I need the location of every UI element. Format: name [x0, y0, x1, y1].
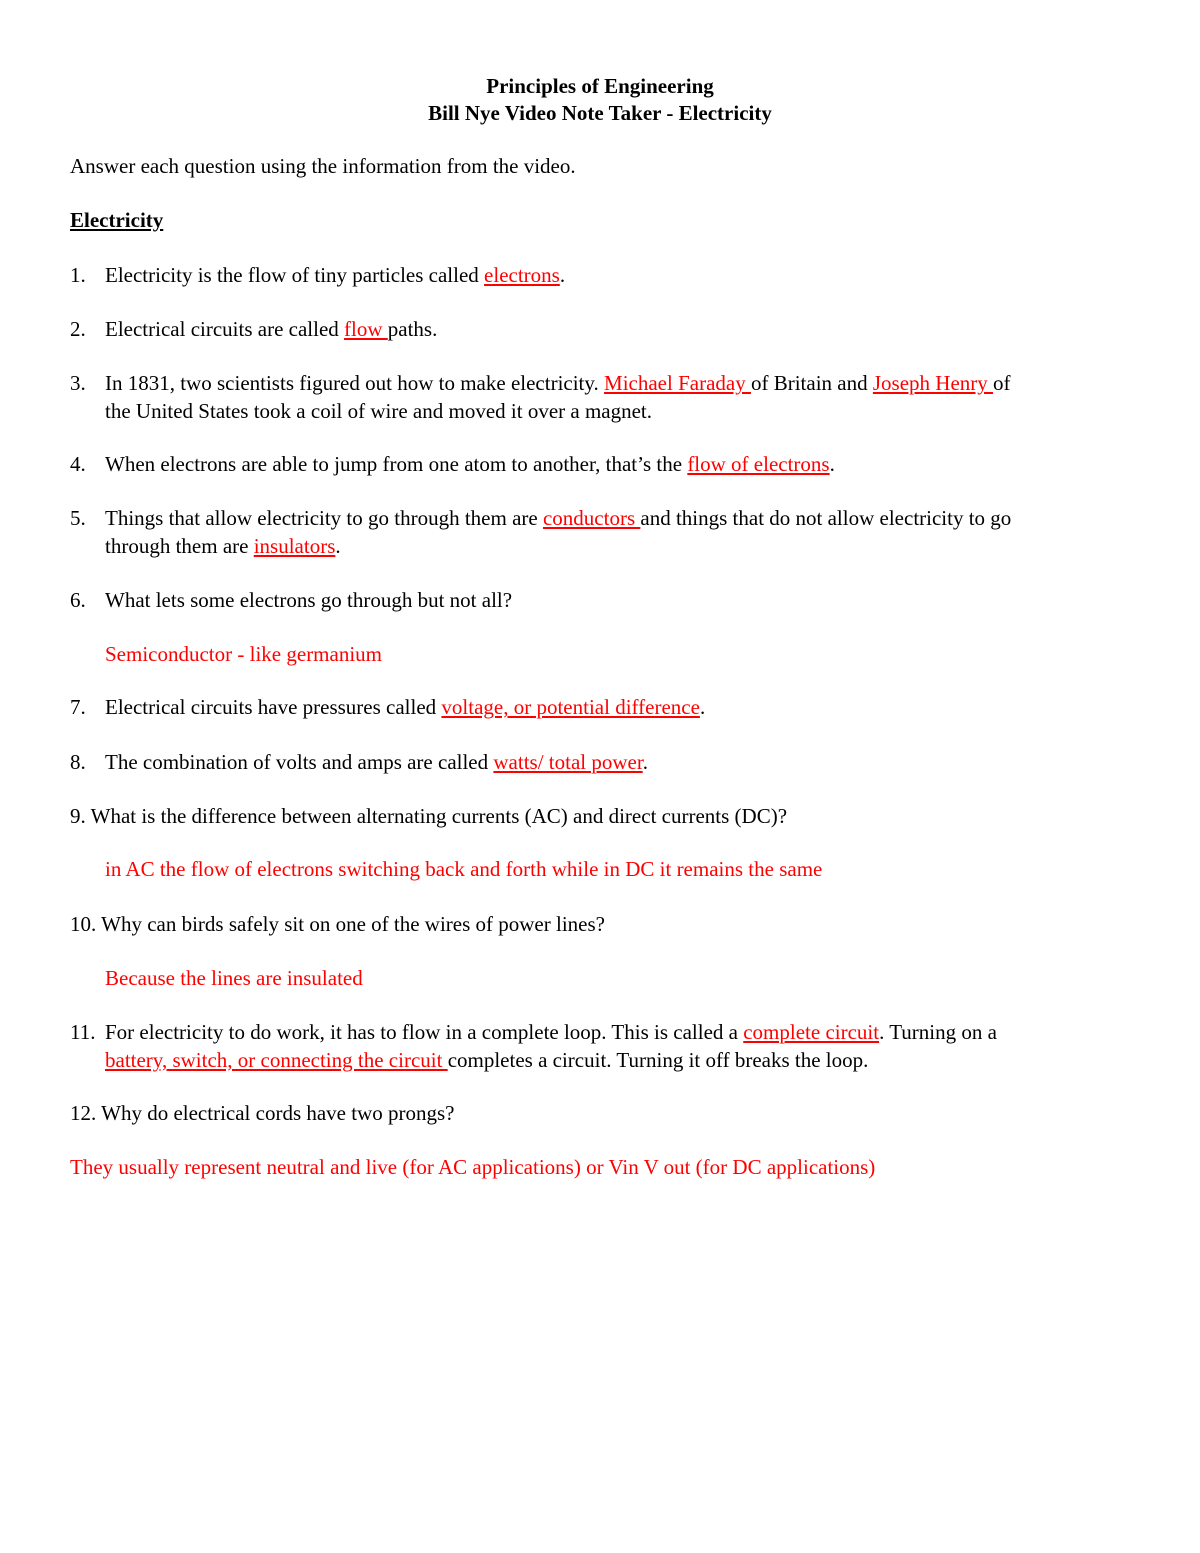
- answer-fill-2: insulators: [253, 534, 336, 558]
- question-text-end: paths.: [387, 317, 438, 341]
- question-number: 6.: [70, 588, 86, 612]
- question-text-mid: . Turning on a: [879, 1020, 997, 1044]
- answer-fill: flow: [344, 317, 388, 341]
- section-heading: Electricity: [70, 208, 164, 232]
- answer-9: in AC the flow of electrons switching back and forth while in DC it remains the same: [105, 857, 823, 881]
- question-text-end: .: [559, 263, 566, 287]
- answer-fill: flow of electrons: [687, 452, 830, 476]
- question-text: When electrons are able to jump from one atom to another, that’s the: [105, 452, 688, 476]
- question-text-mid: and things that do not allow electricity to go: [640, 506, 1012, 530]
- answer-fill-1: Michael Faraday: [604, 371, 751, 395]
- question-number: 4.: [70, 452, 86, 476]
- answer-fill: electrons: [484, 263, 560, 287]
- question-text-end: .: [829, 452, 835, 476]
- question-number: 3.: [70, 371, 86, 395]
- question-text-line2: through them are: [105, 534, 254, 558]
- answer-fill: voltage, or potential difference: [441, 695, 700, 719]
- question-text: In 1831, two scientists figured out how to make electricity.: [105, 371, 605, 395]
- answer-fill: watts/ total power: [493, 750, 643, 774]
- question-text: Things that allow electricity to go through them are: [105, 506, 543, 530]
- answer-fill-1: complete circuit: [743, 1020, 880, 1044]
- question-text-end: .: [699, 695, 706, 719]
- question-text-mid: of Britain and: [750, 371, 873, 395]
- question-text: Electricity is the flow of tiny particles called: [105, 263, 485, 287]
- question-text-end: .: [335, 534, 341, 558]
- instructions: Answer each question using the information from the video.: [70, 154, 576, 178]
- question-text: The combination of volts and amps are called: [105, 750, 494, 774]
- answer-10: Because the lines are insulated: [105, 966, 363, 990]
- document-title: Principles of Engineering: [486, 74, 714, 98]
- question-text-line2: the United States took a coil of wire and moved it over a magnet.: [105, 399, 653, 423]
- question-text-end: of: [993, 371, 1011, 395]
- document-subtitle: Bill Nye Video Note Taker - Electricity: [428, 101, 772, 125]
- question-number: 1.: [70, 263, 86, 287]
- question-number: 7.: [70, 695, 86, 719]
- answer-12: They usually represent neutral and live (for AC applications) or Vin V out (for DC applications): [70, 1155, 876, 1179]
- question-text: 12. Why do electrical cords have two prongs?: [70, 1101, 455, 1125]
- question-text: Electrical circuits have pressures called: [105, 695, 442, 719]
- question-text: For electricity to do work, it has to flow in a complete loop. This is called a: [105, 1020, 744, 1044]
- question-text: 10. Why can birds safely sit on one of the wires of power lines?: [70, 912, 605, 936]
- question-text: Electrical circuits are called: [105, 317, 345, 341]
- question-number: 2.: [70, 317, 86, 341]
- question-number: 8.: [70, 750, 86, 774]
- question-text-end: completes a circuit. Turning it off breaks the loop.: [447, 1048, 869, 1072]
- question-text: What lets some electrons go through but not all?: [105, 588, 513, 612]
- answer-fill-2: battery, switch, or connecting the circuit: [105, 1048, 448, 1072]
- answer-fill-1: conductors: [542, 506, 641, 530]
- answer-fill-2: Joseph Henry: [872, 371, 994, 395]
- question-number: 11.: [70, 1020, 96, 1044]
- question-number: 5.: [70, 506, 86, 530]
- question-text-end: .: [642, 750, 648, 774]
- question-text: 9. What is the difference between alternating currents (AC) and direct currents (DC)?: [70, 804, 788, 828]
- answer-6: Semiconductor - like germanium: [105, 642, 383, 666]
